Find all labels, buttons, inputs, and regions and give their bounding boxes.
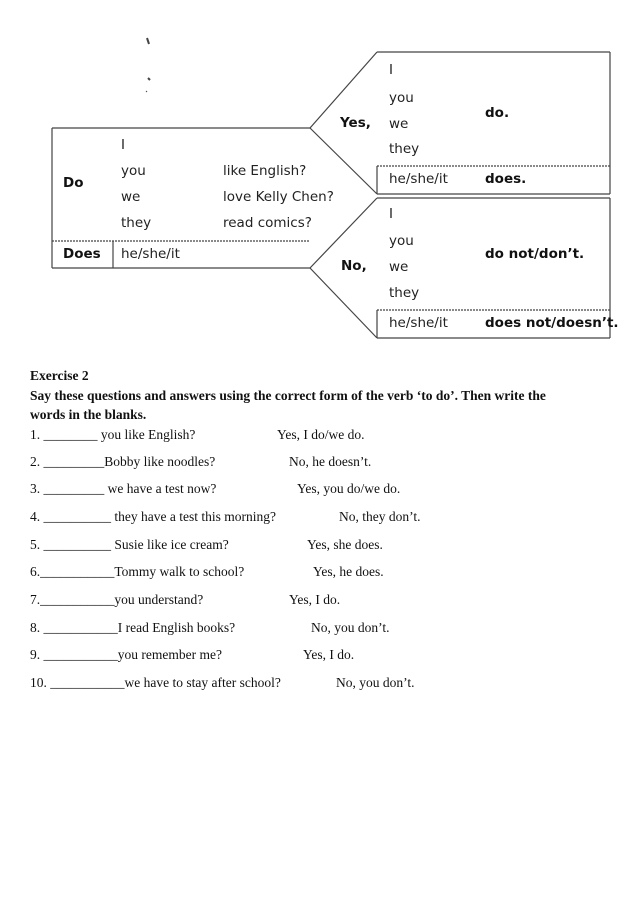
question-4: 4. __________ they have a test this morning? — [30, 509, 276, 524]
answer-3: Yes, you do/we do. — [297, 481, 401, 496]
yes-third-person: he/she/it — [389, 171, 448, 187]
answer-6: Yes, he does. — [313, 564, 384, 579]
question-6: 6.___________Tommy walk to school? — [30, 564, 245, 579]
question-3: 3. _________ we have a test now? — [30, 481, 217, 496]
question-10: 10. ___________we have to stay after school? — [30, 675, 281, 690]
verb-phrase-love-kelly-chen: love Kelly Chen? — [223, 189, 334, 205]
subject-you: you — [121, 163, 146, 179]
no-label: No, — [341, 258, 367, 274]
answer-8: No, you don’t. — [311, 620, 390, 635]
subject-we: we — [121, 189, 141, 205]
question-1: 1. ________ you like English? — [30, 427, 196, 442]
question-8: 8. ___________I read English books? — [30, 620, 236, 635]
yes-subject-they: they — [389, 141, 420, 157]
yes-subject-i: I — [389, 62, 393, 78]
exercise-instructions-line1: Say these questions and answers using the correct form of the verb ‘to do’. Then write the — [30, 388, 546, 403]
no-subject-i: I — [389, 206, 393, 222]
question-5: 5. __________ Susie like ice cream? — [30, 537, 229, 552]
subject-i: I — [121, 137, 125, 153]
no-third-person: he/she/it — [389, 315, 448, 331]
yes-verb-do: do. — [485, 105, 510, 121]
yes-label: Yes, — [340, 115, 371, 131]
question-7: 7.___________you understand? — [30, 592, 204, 607]
subject-they: they — [121, 215, 152, 231]
no-subject-we: we — [389, 259, 409, 275]
answer-7: Yes, I do. — [289, 592, 341, 607]
third-person-subject: he/she/it — [121, 246, 180, 262]
does-label: Does — [63, 246, 101, 262]
verb-phrase-like-english: like English? — [223, 163, 307, 179]
question-9: 9. ___________you remember me? — [30, 647, 222, 662]
verb-phrase-read-comics: read comics? — [223, 215, 312, 231]
exercise-title: Exercise 2 — [30, 368, 89, 383]
exercise-instructions-line2: words in the blanks. — [30, 407, 147, 422]
answer-9: Yes, I do. — [303, 647, 355, 662]
no-subject-they: they — [389, 285, 420, 301]
answer-1: Yes, I do/we do. — [277, 427, 365, 442]
yes-subject-you: you — [389, 90, 414, 106]
question-2: 2. _________Bobby like noodles? — [30, 454, 216, 469]
do-label: Do — [63, 175, 84, 191]
answer-5: Yes, she does. — [307, 537, 383, 552]
answer-10: No, you don’t. — [336, 675, 415, 690]
yes-verb-does: does. — [485, 171, 527, 187]
answer-2: No, he doesn’t. — [289, 454, 372, 469]
no-verb-does-not: does not/doesn’t. — [485, 315, 619, 331]
no-subject-you: you — [389, 233, 414, 249]
answer-4: No, they don’t. — [339, 509, 421, 524]
grammar-table — [0, 0, 638, 350]
no-verb-do-not: do not/don’t. — [485, 246, 585, 262]
grammar-table-lines — [0, 0, 638, 350]
yes-subject-we: we — [389, 116, 409, 132]
